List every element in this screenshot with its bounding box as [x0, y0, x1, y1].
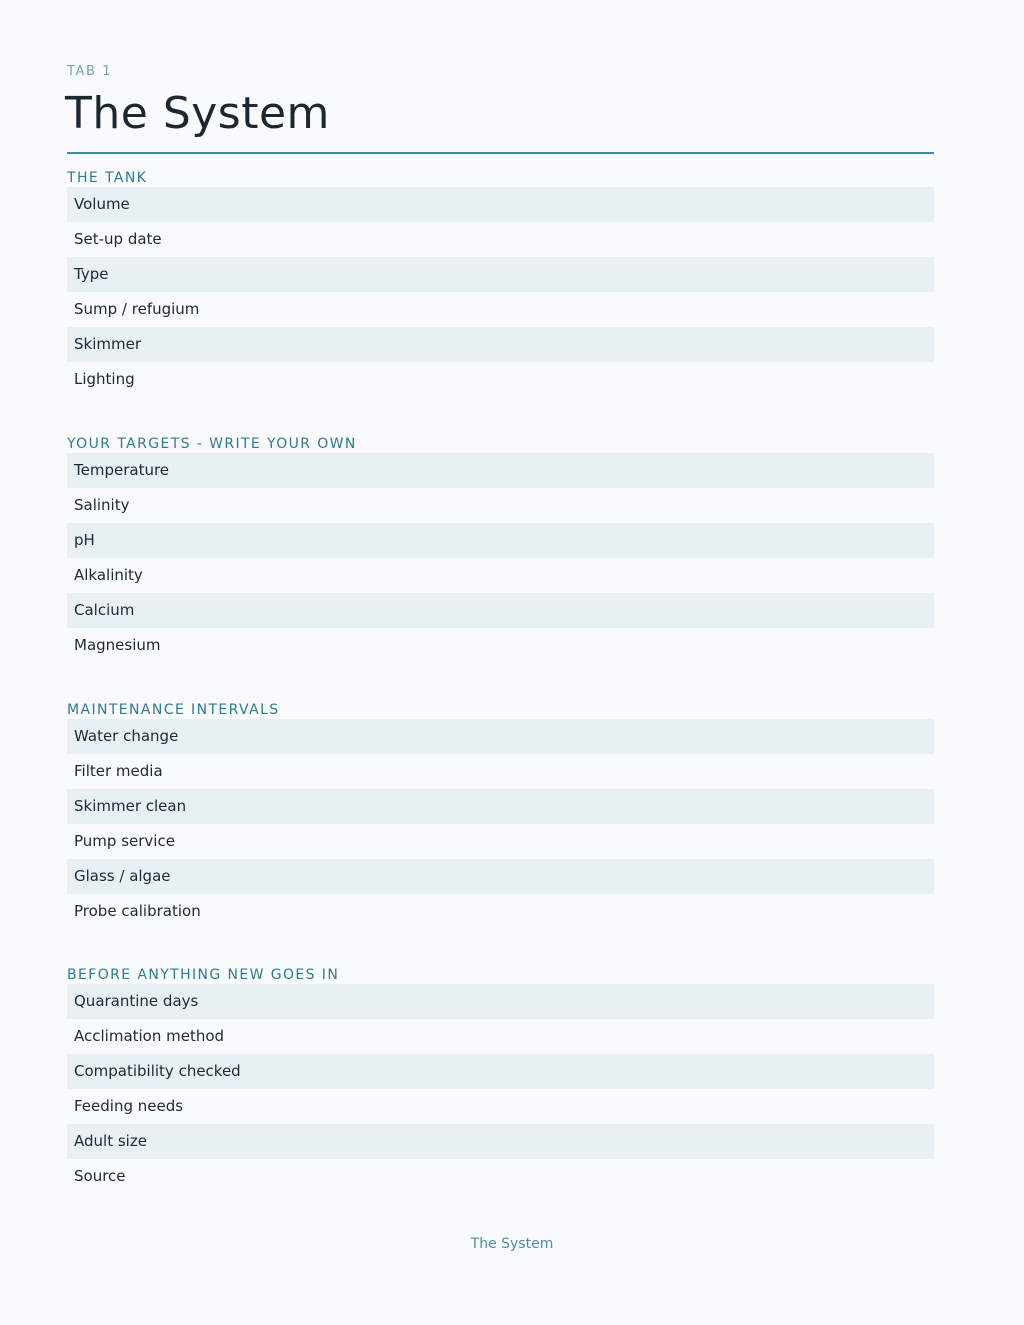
field-row[interactable]: Feeding needs [74, 1097, 184, 1115]
field-row[interactable]: Probe calibration [74, 902, 201, 920]
field-row[interactable]: Acclimation method [74, 1027, 225, 1045]
tab-label: TAB 1 [67, 64, 113, 79]
field-row[interactable]: pH [67, 523, 934, 558]
field-row[interactable]: Skimmer [67, 327, 934, 362]
field-row[interactable]: Glass / algae [67, 859, 934, 894]
page-footer: The System [470, 1236, 554, 1252]
field-row[interactable]: Set-up date [74, 230, 162, 248]
field-row[interactable]: Sump / refugium [74, 300, 200, 318]
field-row[interactable]: Alkalinity [74, 566, 143, 584]
field-row[interactable]: Volume [67, 187, 934, 222]
field-row[interactable]: Salinity [74, 496, 130, 514]
field-row[interactable]: Magnesium [74, 636, 161, 654]
field-row[interactable]: Quarantine days [67, 984, 934, 1019]
field-row[interactable]: Filter media [74, 762, 163, 780]
field-row[interactable]: Skimmer clean [67, 789, 934, 824]
page-title: The System [65, 88, 330, 139]
field-row[interactable]: Pump service [74, 832, 175, 850]
field-row[interactable]: Type [67, 257, 934, 292]
field-row[interactable]: Water change [67, 719, 934, 754]
field-row[interactable]: Calcium [67, 593, 934, 628]
section-before-anything-new [67, 967, 934, 1194]
field-row[interactable]: Adult size [67, 1124, 934, 1159]
section-heading: MAINTENANCE INTERVALS [67, 702, 280, 718]
field-row[interactable]: Compatibility checked [67, 1054, 934, 1089]
section-heading: YOUR TARGETS - WRITE YOUR OWN [67, 436, 357, 452]
field-row[interactable]: Temperature [67, 453, 934, 488]
title-divider [67, 152, 934, 154]
section-maintenance-intervals [67, 702, 934, 929]
section-heading: BEFORE ANYTHING NEW GOES IN [67, 967, 340, 983]
field-row[interactable]: Source [74, 1167, 126, 1185]
section-your-targets [67, 436, 934, 663]
section-the-tank [67, 170, 934, 397]
field-row[interactable]: Lighting [74, 370, 135, 388]
section-heading: THE TANK [67, 170, 148, 186]
